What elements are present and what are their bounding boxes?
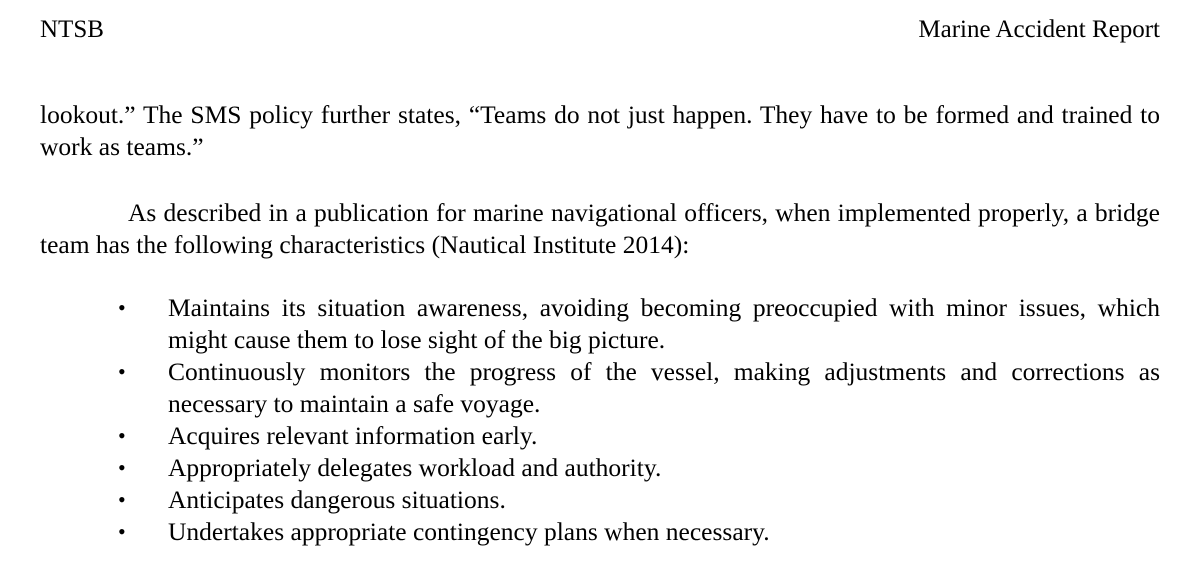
bullet-icon: • (118, 487, 126, 512)
characteristics-list (40, 292, 1160, 548)
list-item (40, 356, 1160, 420)
list-item (40, 420, 1160, 452)
list-item-text: Continuously monitors the progress of the vessel, making adjustments and corrections as necessary to maintain a safe voyage. (168, 357, 1160, 418)
list-item-text: Undertakes appropriate contingency plans when necessary. (168, 517, 770, 546)
list-item-text: Anticipates dangerous situations. (168, 485, 506, 514)
document-page (40, 0, 1160, 579)
list-item-text: Maintains its situation awareness, avoiding becoming preoccupied with minor issues, which might cause them to lose sight of the big picture. (168, 293, 1160, 354)
list-item (40, 516, 1160, 548)
bullet-icon: • (118, 455, 126, 480)
bullet-icon: • (118, 359, 126, 384)
bullet-icon: • (118, 519, 126, 544)
header-report-type: Marine Accident Report (918, 16, 1160, 43)
bullet-icon: • (118, 423, 126, 448)
list-item (40, 452, 1160, 484)
list-item (40, 292, 1160, 356)
body-paragraph: As described in a publication for marine navigational officers, when implemented properly, a bridge team has the following characteristics (Nautical Institute 2014): (40, 198, 1160, 259)
list-item (40, 484, 1160, 516)
bullet-icon: • (118, 295, 126, 320)
list-item-text: Acquires relevant information early. (168, 421, 538, 450)
header-agency: NTSB (40, 16, 104, 43)
body-paragraph: lookout.” The SMS policy further states, “Teams do not just happen. They have to be formed and trained to work as teams.” (40, 100, 1160, 161)
list-item-text: Appropriately delegates workload and authority. (168, 453, 662, 482)
